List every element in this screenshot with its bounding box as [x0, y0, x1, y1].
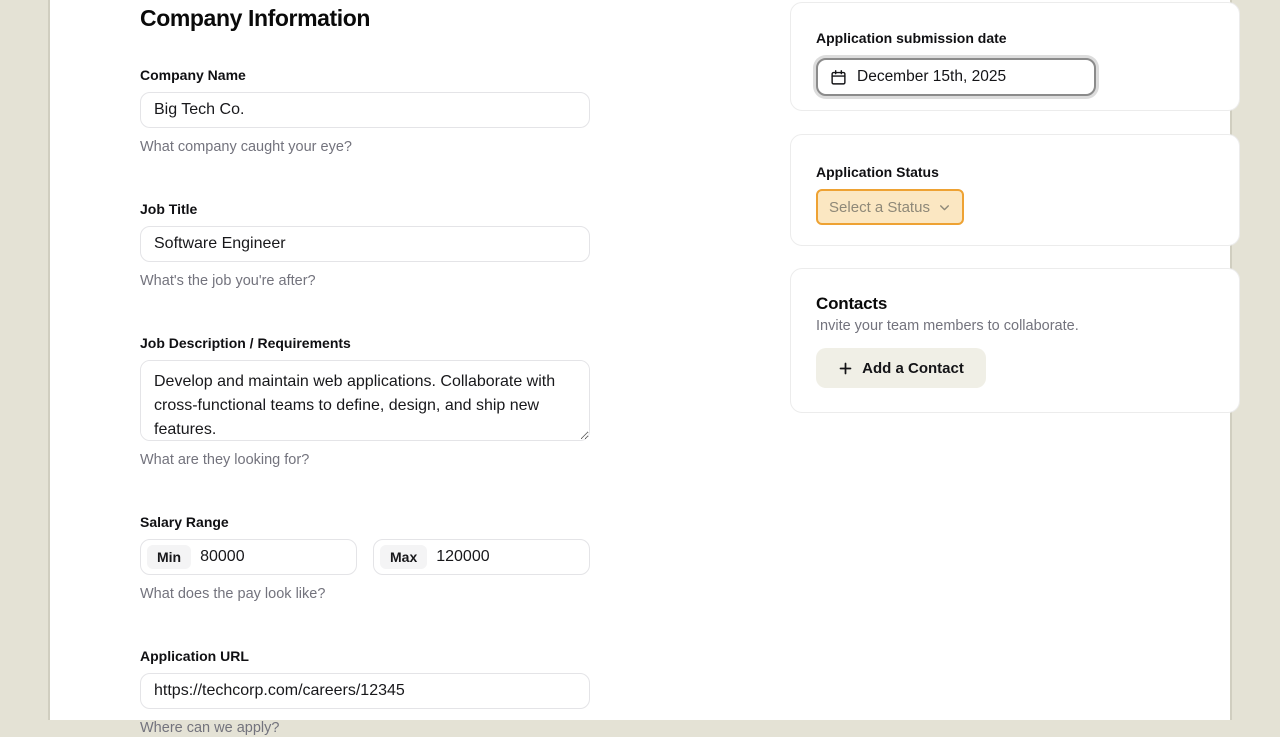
plus-icon	[838, 361, 853, 376]
company-name-field	[140, 66, 590, 156]
status-select-placeholder: Select a Status	[829, 198, 930, 216]
job-title-input[interactable]	[140, 226, 590, 262]
salary-min-input[interactable]	[200, 548, 340, 566]
salary-min-box	[140, 539, 357, 575]
application-url-field	[140, 647, 590, 737]
company-name-input[interactable]	[140, 92, 590, 128]
job-title-label: Job Title	[140, 201, 198, 217]
salary-range-label: Salary Range	[140, 514, 229, 530]
salary-range-field	[140, 513, 590, 603]
application-url-label: Application URL	[140, 648, 249, 664]
salary-max-input[interactable]	[436, 548, 576, 566]
company-name-label: Company Name	[140, 67, 246, 83]
submission-date-button[interactable]	[816, 58, 1096, 96]
main-panel	[48, 0, 1232, 736]
application-status-label: Application Status	[816, 164, 939, 180]
contacts-card	[790, 268, 1240, 413]
job-title-help: What's the job you're after?	[140, 273, 316, 289]
sidebar-cards	[790, 2, 1240, 413]
job-title-field	[140, 200, 590, 290]
application-url-input[interactable]	[140, 673, 590, 709]
submission-date-label: Application submission date	[816, 30, 1007, 46]
application-url-help: Where can we apply?	[140, 720, 280, 736]
job-description-textarea[interactable]	[140, 360, 590, 441]
contacts-title: Contacts	[816, 294, 888, 313]
job-description-help: What are they looking for?	[140, 452, 310, 468]
salary-min-badge: Min	[147, 545, 191, 569]
company-name-help: What company caught your eye?	[140, 139, 352, 155]
status-select-button[interactable]	[816, 189, 964, 225]
add-contact-label: Add a Contact	[862, 359, 964, 377]
salary-range-help: What does the pay look like?	[140, 586, 326, 602]
job-description-field	[140, 334, 590, 469]
page-title: Company Information	[140, 5, 371, 31]
submission-date-value: December 15th, 2025	[857, 68, 1007, 85]
salary-max-box	[373, 539, 590, 575]
salary-max-badge: Max	[380, 545, 427, 569]
contacts-subtitle: Invite your team members to collaborate.	[816, 318, 1079, 334]
job-description-label: Job Description / Requirements	[140, 335, 351, 351]
chevron-down-icon	[938, 201, 951, 214]
submission-date-card	[790, 2, 1240, 111]
salary-range-row	[140, 539, 590, 575]
company-information-form	[140, 0, 590, 737]
calendar-icon	[830, 69, 847, 86]
add-contact-button[interactable]	[816, 348, 986, 388]
application-status-card	[790, 134, 1240, 246]
